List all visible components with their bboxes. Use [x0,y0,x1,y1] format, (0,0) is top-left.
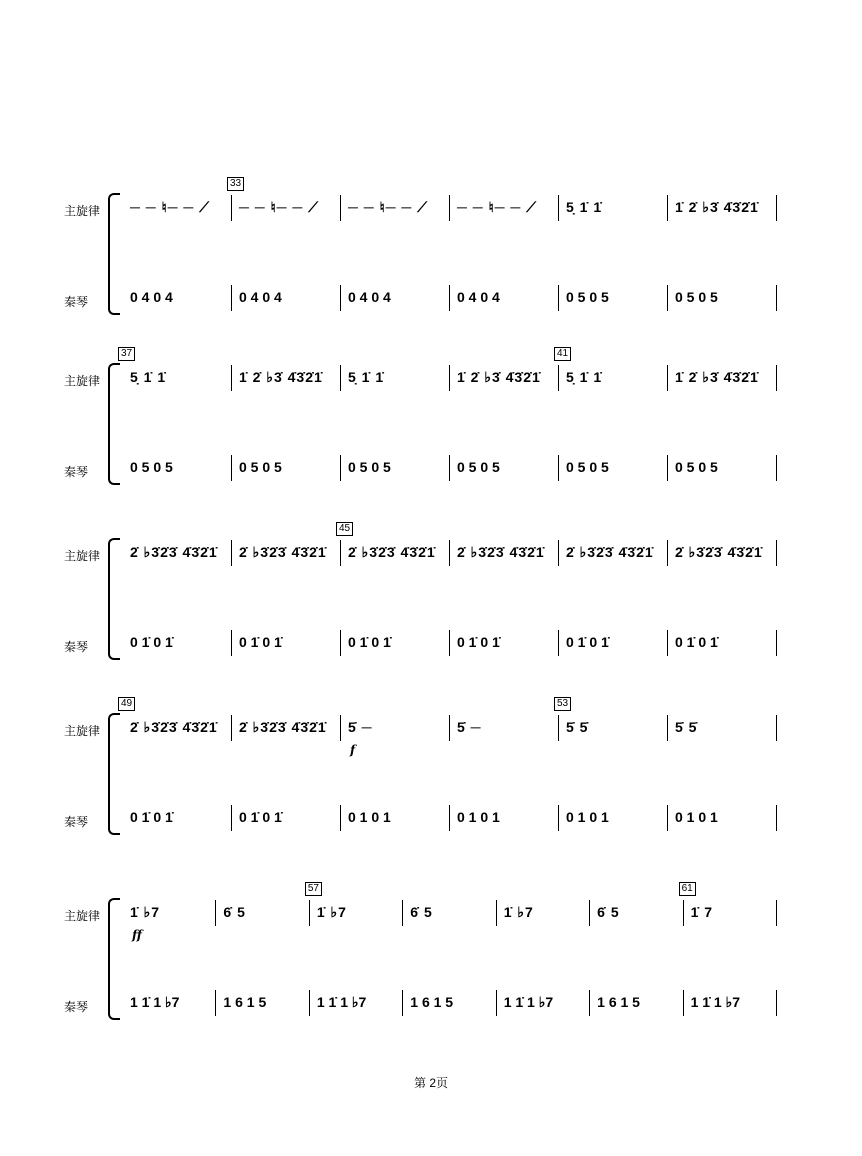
barline [558,285,559,311]
barline [340,630,341,656]
measure-number: 49 [118,697,135,711]
melody-measure: 5̇ 5̇ [566,719,589,735]
barline [231,540,232,566]
barline [231,455,232,481]
accomp-measure: 0 1̇ 0 1̇ [239,809,282,825]
accomp-measure: 0 1̇ 0 1̇ [348,634,391,650]
barline [558,715,559,741]
barline [667,285,668,311]
barline [231,805,232,831]
melody-measure: 2̇ ♭3̇2̇3̇ 4̇3̇2̇1̇ [239,719,327,735]
accomp-measure: 0 5 0 5 [675,459,718,475]
melody-measure: 1̇ 2̇ ♭3̇ 4̇3̇2̇1̇ [675,369,759,385]
dynamic-marking: f [350,743,356,757]
part-label-melody: 主旋律 [64,204,101,218]
barline [589,900,590,926]
measure-number: 33 [227,177,244,191]
melody-measure: 5̇ 5̇ [675,719,698,735]
melody-measure: 5̣ 1̇ 1̇ [348,369,385,385]
system-brace [108,898,120,1020]
accomp-measure: 0 5 0 5 [457,459,500,475]
accomp-measure: 0 4 0 4 [239,289,282,305]
accomp-measure: 0 1̇ 0 1̇ [566,634,609,650]
melody-measure: 5̇ ─ [348,719,373,735]
barline [215,990,216,1016]
barline [558,540,559,566]
barline [776,715,777,741]
measure-number: 53 [554,697,571,711]
part-label-accomp: 秦琴 [64,1000,89,1014]
score-system [0,178,862,335]
part-label-accomp: 秦琴 [64,815,89,829]
accomp-measure: 0 5 0 5 [348,459,391,475]
accomp-measure: 0 1 0 1 [566,809,609,825]
barline [776,540,777,566]
barline [558,805,559,831]
accomp-measure: 0 5 0 5 [566,459,609,475]
accomp-measure: 1 1̇ 1 ♭7 [130,994,180,1010]
barline [776,285,777,311]
melody-measure: 2̇ ♭3̇2̇3̇ 4̇3̇2̇1̇ [675,544,763,560]
accomp-measure: 0 1̇ 0 1̇ [130,634,173,650]
barline [231,630,232,656]
accomp-measure: 0 1 0 1 [675,809,718,825]
measure-number: 37 [118,347,135,361]
melody-measure: 2̇ ♭3̇2̇3̇ 4̇3̇2̇1̇ [348,544,436,560]
melody-measure: 1̇ 2̇ ♭3̇ 4̇3̇2̇1̇ [675,199,759,215]
melody-measure: 1̇ 2̇ ♭3̇ 4̇3̇2̇1̇ [457,369,541,385]
barline [776,805,777,831]
barline [667,540,668,566]
melody-measure: 2̇ ♭3̇2̇3̇ 4̇3̇2̇1̇ [130,544,218,560]
melody-measure: 2̇ ♭3̇2̇3̇ 4̇3̇2̇1̇ [566,544,654,560]
accomp-measure: 1 6 1 5 [223,994,267,1010]
barline [667,805,668,831]
accomp-measure: 0 1̇ 0 1̇ [239,634,282,650]
barline [683,900,684,926]
melody-measure: ─ ─ ♮─ ─ ⟋ [348,199,429,215]
accomp-measure: 0 1 0 1 [348,809,391,825]
barline [340,195,341,221]
barline [558,195,559,221]
barline [776,630,777,656]
score-system [0,883,862,1040]
melody-measure: 1̇ 7 [690,904,714,920]
score-system [0,698,862,855]
part-label-melody: 主旋律 [64,374,101,388]
melody-measure: 6̇ 5 [597,904,620,920]
melody-measure: 1̇ ♭7 [503,904,534,920]
barline [402,900,403,926]
barline [449,715,450,741]
accomp-measure: 1 6 1 5 [410,994,454,1010]
accomp-measure: 1 1̇ 1 ♭7 [690,994,740,1010]
part-label-accomp: 秦琴 [64,640,89,654]
accomp-measure: 0 1̇ 0 1̇ [675,634,718,650]
barline [402,990,403,1016]
barline [667,630,668,656]
accomp-measure: 0 5 0 5 [566,289,609,305]
melody-measure: 5̣ 1̇ 1̇ [566,199,603,215]
melody-measure: 1̇ 2̇ ♭3̇ 4̇3̇2̇1̇ [239,369,323,385]
barline [449,540,450,566]
barline [776,455,777,481]
measure-number: 57 [305,882,322,896]
part-label-melody: 主旋律 [64,724,101,738]
accomp-measure: 0 5 0 5 [239,459,282,475]
system-brace [108,713,120,835]
accomp-measure: 0 1 0 1 [457,809,500,825]
barline [340,805,341,831]
melody-measure: 5̣ 1̇ 1̇ [566,369,603,385]
barline [231,715,232,741]
measure-number: 41 [554,347,571,361]
measure-number: 45 [336,522,353,536]
melody-measure: 5̇ ─ [457,719,482,735]
barline [667,195,668,221]
page-number: 第 2页 [413,1076,448,1090]
barline [340,540,341,566]
barline [340,715,341,741]
barline [558,630,559,656]
barline [667,455,668,481]
melody-measure: 6̇ 5 [410,904,433,920]
system-brace [108,538,120,660]
barline [496,990,497,1016]
part-label-melody: 主旋律 [64,549,101,563]
accomp-measure: 1 6 1 5 [597,994,640,1010]
barline [449,195,450,221]
barline [231,195,232,221]
melody-measure: 2̇ ♭3̇2̇3̇ 4̇3̇2̇1̇ [130,719,218,735]
melody-measure: ─ ─ ♮─ ─ ⟋ [239,199,320,215]
system-brace [108,193,120,315]
barline [449,630,450,656]
barline [340,455,341,481]
barline [776,990,777,1016]
melody-measure: 5̣ 1̇ 1̇ [130,369,167,385]
barline [558,365,559,391]
melody-measure: 2̇ ♭3̇2̇3̇ 4̇3̇2̇1̇ [239,544,327,560]
barline [340,365,341,391]
barline [589,990,590,1016]
barline [449,805,450,831]
barline [231,285,232,311]
barline [449,285,450,311]
accomp-measure: 0 5 0 5 [130,459,173,475]
barline [309,990,310,1016]
accomp-measure: 0 4 0 4 [130,289,173,305]
accomp-measure: 0 1̇ 0 1̇ [457,634,500,650]
barline [667,715,668,741]
measure-number: 61 [679,882,696,896]
barline [449,365,450,391]
barline [776,900,777,926]
barline [776,195,777,221]
accomp-measure: 0 1̇ 0 1̇ [130,809,173,825]
melody-measure: 6̇ 5 [223,904,246,920]
melody-measure: ─ ─ ♮─ ─ ⟋ [457,199,538,215]
accomp-measure: 0 4 0 4 [457,289,500,305]
barline [309,900,310,926]
dynamic-marking: ff [132,928,142,942]
barline [340,285,341,311]
part-label-accomp: 秦琴 [64,295,89,309]
part-label-melody: 主旋律 [64,909,101,923]
barline [449,455,450,481]
accomp-measure: 1 1̇ 1 ♭7 [316,994,367,1010]
score-system [0,348,862,505]
accomp-measure: 0 5 0 5 [675,289,718,305]
accomp-measure: 1 1̇ 1 ♭7 [503,994,554,1010]
barline [776,365,777,391]
barline [215,900,216,926]
barline [683,990,684,1016]
accomp-measure: 0 4 0 4 [348,289,391,305]
melody-measure: 2̇ ♭3̇2̇3̇ 4̇3̇2̇1̇ [457,544,545,560]
part-label-accomp: 秦琴 [64,465,89,479]
score-system [0,523,862,680]
melody-measure: 1̇ ♭7 [130,904,161,920]
melody-measure: 1̇ ♭7 [316,904,347,920]
barline [231,365,232,391]
melody-measure: ─ ─ ♮─ ─ ⟋ [130,199,211,215]
barline [496,900,497,926]
barline [558,455,559,481]
system-brace [108,363,120,485]
barline [667,365,668,391]
